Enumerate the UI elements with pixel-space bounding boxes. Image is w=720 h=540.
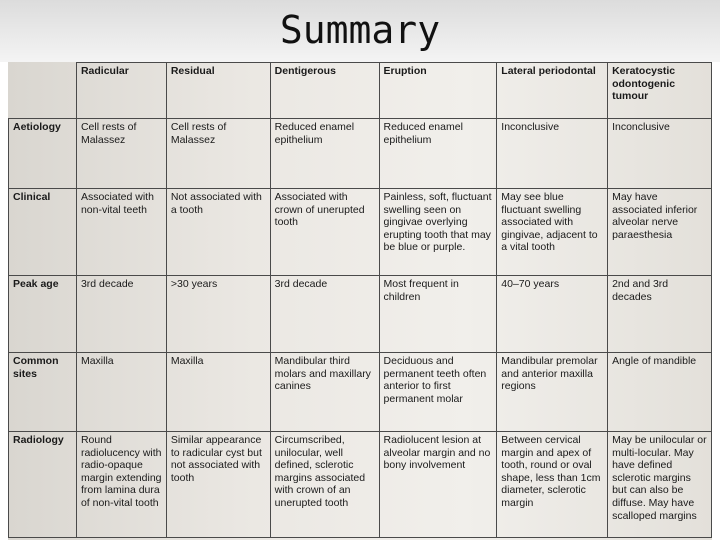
column-header: Radicular <box>76 63 166 119</box>
table-cell: Painless, soft, fluctuant swelling seen on gingivae overlying erupting tooth that may be blue or purple. <box>379 189 497 276</box>
table-cell: Most frequent in children <box>379 276 497 353</box>
header-row <box>9 63 712 119</box>
table-row <box>9 432 712 538</box>
table-cell: 40–70 years <box>497 276 608 353</box>
table-cell: Cell rests of Malassez <box>166 119 270 189</box>
table-cell: Circumscribed, unilocular, well defined, sclerotic margins associated with crown of an unerupted tooth <box>270 432 379 538</box>
page-title: Summary <box>279 8 441 52</box>
column-header: Eruption <box>379 63 497 119</box>
table-row <box>9 119 712 189</box>
table-cell: May be unilocular or multi-locular. May have defined sclerotic margins but can also be diffuse. May have scalloped margins <box>608 432 712 538</box>
table-row <box>9 276 712 353</box>
table-cell: Radiolucent lesion at alveolar margin and no bony involvement <box>379 432 497 538</box>
table-cell: Between cervical margin and apex of tooth, round or oval shape, less than 1cm diameter, sclerotic margin <box>497 432 608 538</box>
table-cell: Cell rests of Malassez <box>76 119 166 189</box>
table-cell: Reduced enamel epithelium <box>270 119 379 189</box>
column-header: Dentigerous <box>270 63 379 119</box>
table-cell: May have associated inferior alveolar nerve paraesthesia <box>608 189 712 276</box>
column-header: Keratocystic odontogenic tumour <box>608 63 712 119</box>
table-cell: >30 years <box>166 276 270 353</box>
table-cell: Angle of mandible <box>608 353 712 432</box>
table-cell: 2nd and 3rd decades <box>608 276 712 353</box>
table-cell: May see blue fluctuant swelling associated with gingivae, adjacent to a vital tooth <box>497 189 608 276</box>
table-cell: Mandibular third molars and maxillary canines <box>270 353 379 432</box>
summary-table <box>8 62 712 538</box>
table-cell: Similar appearance to radicular cyst but not associated with tooth <box>166 432 270 538</box>
table-cell: Inconclusive <box>608 119 712 189</box>
table-cell: Associated with crown of unerupted tooth <box>270 189 379 276</box>
row-header: Peak age <box>9 276 77 353</box>
row-header: Clinical <box>9 189 77 276</box>
row-header: Common sites <box>9 353 77 432</box>
row-header: Aetiology <box>9 119 77 189</box>
table-cell: Deciduous and permanent teeth often anterior to first permanent molar <box>379 353 497 432</box>
table-cell: Reduced enamel epithelium <box>379 119 497 189</box>
corner-cell <box>9 63 77 119</box>
table-row <box>9 189 712 276</box>
row-header: Radiology <box>9 432 77 538</box>
table-row <box>9 353 712 432</box>
table-cell: Not associated with a tooth <box>166 189 270 276</box>
table-cell: Inconclusive <box>497 119 608 189</box>
table-cell: Mandibular premolar and anterior maxilla regions <box>497 353 608 432</box>
table-cell: Round radiolucency with radio-opaque margin extending from lamina dura of non-vital tooth <box>76 432 166 538</box>
table-cell: Maxilla <box>166 353 270 432</box>
table-cell: Maxilla <box>76 353 166 432</box>
table-cell: 3rd decade <box>76 276 166 353</box>
table-cell: Associated with non-vital teeth <box>76 189 166 276</box>
scanned-table-image <box>8 62 712 540</box>
column-header: Lateral periodontal <box>497 63 608 119</box>
column-header: Residual <box>166 63 270 119</box>
table-cell: 3rd decade <box>270 276 379 353</box>
